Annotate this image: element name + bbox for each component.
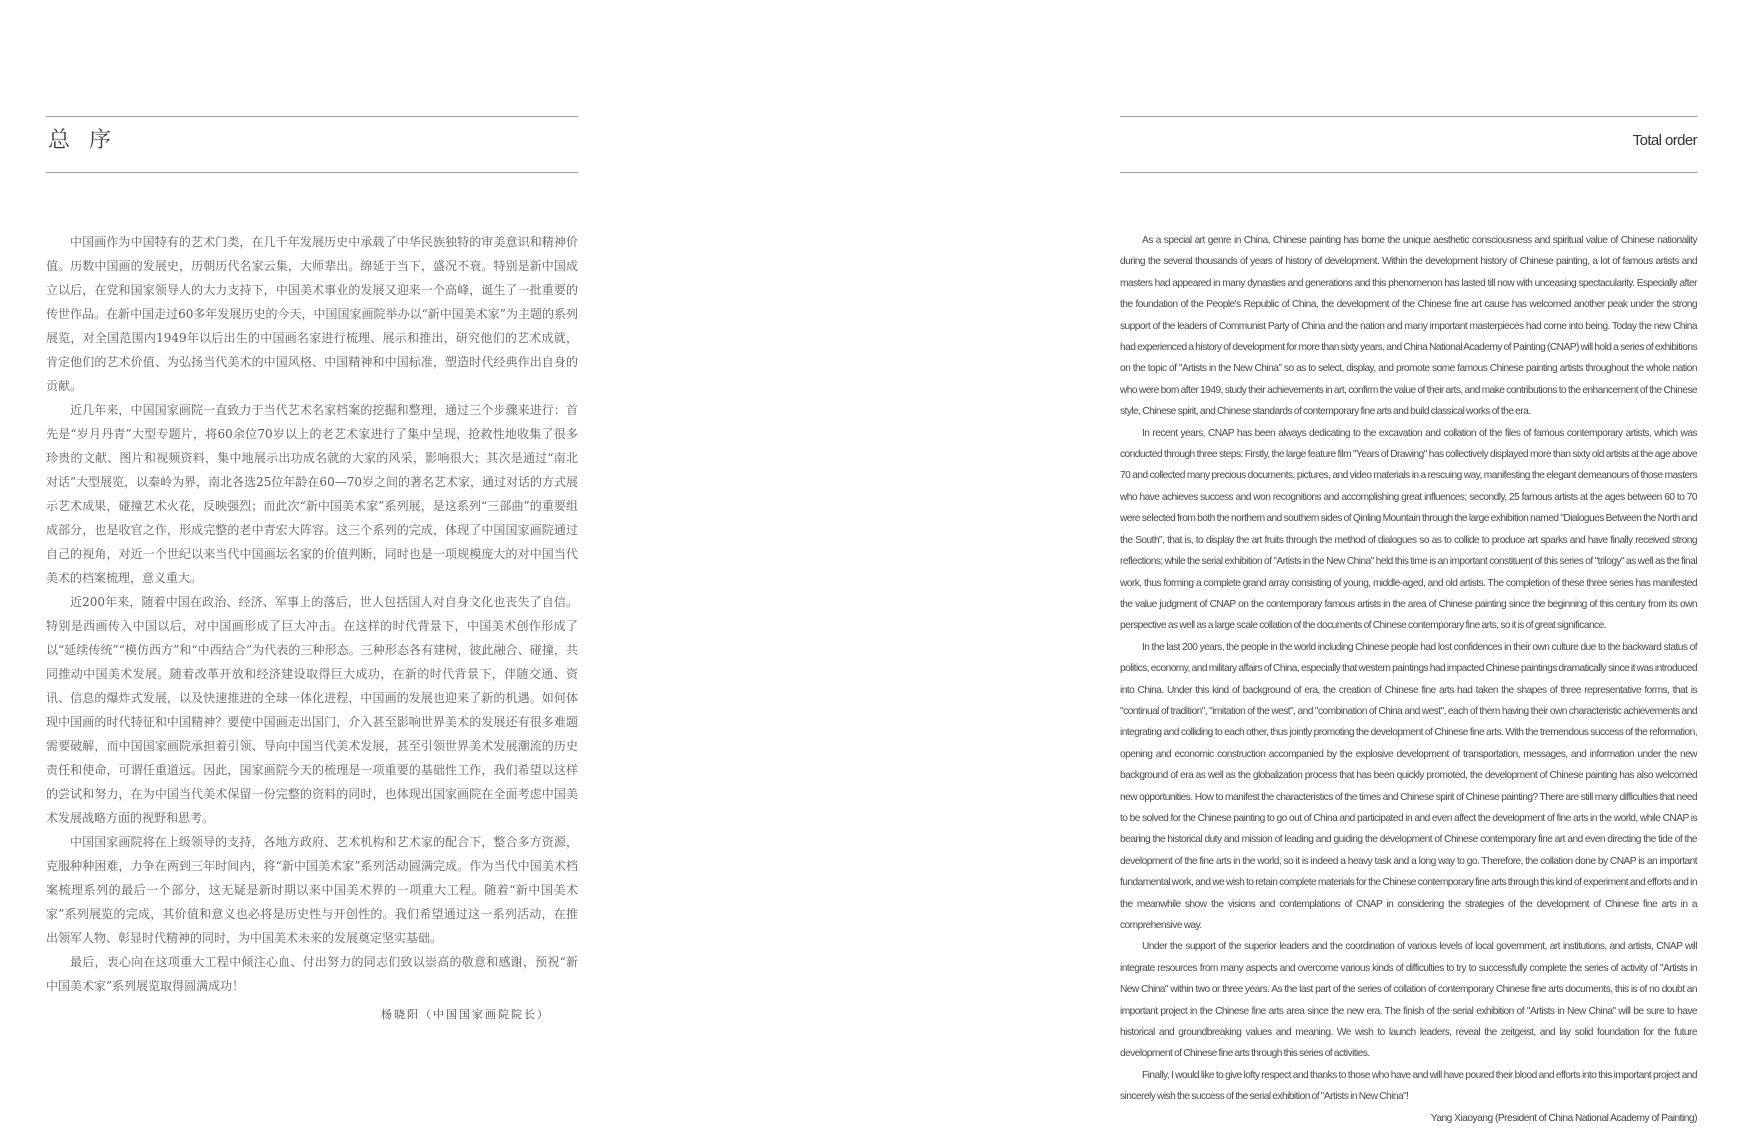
bottom-rule — [1120, 172, 1697, 173]
left-page — [46, 0, 578, 1134]
top-rule — [1120, 116, 1697, 117]
paragraph: 最后，衷心向在这项重大工程中倾注心血、付出努力的同志们致以崇高的敬意和感谢，预祝“新中国美术家”系列展览取得圆满成功！ — [46, 955, 578, 993]
paragraph: 中国画作为中国特有的艺术门类，在几千年发展历史中承载了中华民族独特的审美意识和精神价值。历数中国画的发展史，历朝历代名家云集，大师辈出。绵延于当下，盛况不衰。特别是新中国成立以后，在党和国家领导人的大力支持下，中国美术事业的发展又迎来一个高峰，诞生了一批重要的传世作品。在新中国走过60多年发展历史的今天，中国国家画院举办以“新中国美术家”为主题的系列展览，对全国范围内1949年以后出生的中国画名家进行梳理、展示和推出，研究他们的艺术成就，肯定他们的艺术价值、为弘扬当代美术的中国风格、中国精神和中国标准，塑造时代经典作出自身的贡献。 — [46, 235, 578, 393]
page-title: Total order — [1632, 132, 1697, 149]
chinese-body — [46, 230, 578, 1022]
paragraph: In the last 200 years, the people in the world including Chinese people had lost confidences in their own culture due to the backward status of politics, economy, and military affairs of China, especially that western paintings had impacted Chinese paintings dramatically since it was introduced into China. Under this kind of background of era, the creation of Chinese fine arts had taken the shapes of three representative forms, that is "continual of tradition", "imitation of the west", and "combination of China and west", each of them having their own characteristic achievements and integrating and colliding to each other, thus jointly promoting the development of Chinese fine arts. With the tremendous success of the reformation, opening and economic construction accompanied by the explosive development of transportation, messages, and information under the new background of era as well as the globalization process that has been quickly promoted, the development of Chinese painting has also welcomed new opportunities. How to manifest the characteristics of the times and Chinese spirit of Chinese painting? There are still many difficulties that need to be solved for the Chinese painting to go out of China and participated in and even affect the development of fine arts in the world, while CNAP is bearing the historical duty and mission of leading and guiding the development of Chinese contemporary fine art and even directing the tide of the development of the fine arts in the world, so it is indeed a heavy task and a long way to go. Therefore, the collation done by CNAP is an important fundamental work, and we wish to retain complete materials for the Chinese contemporary fine arts through this kind of experiment and efforts and in the meanwhile show the visions and contemplations of CNAP in considering the strategies of the development of Chinese fine arts in a comprehensive way. — [1120, 641, 1697, 931]
paragraph: 近200年来，随着中国在政治、经济、军事上的落后，世人包括国人对自身文化也丧失了自信。特别是西画传入中国以后，对中国画形成了巨大冲击。在这样的时代背景下，中国美术创作形成了以“延续传统”“模仿西方”和“中西结合”为代表的三种形态。三种形态各有建树，彼此融合、碰撞，共同推动中国美术发展。随着改革开放和经济建设取得巨大成功，在新的时代背景下，伴随交通、资讯、信息的爆炸式发展，以及快速推进的全球一体化进程，中国画的发展也迎来了新的机遇。如何体现中国画的时代特征和中国精神？要使中国画走出国门，介入甚至影响世界美术的发展还有很多难题需要破解，而中国国家画院承担着引领、导向中国当代美术发展，甚至引领世界美术发展潮流的历史责任和使命，可谓任重道远。因此，国家画院今天的梳理是一项重要的基础性工作，我们希望以这样的尝试和努力，在为中国当代美术保留一份完整的资料的同时，也体现出国家画院在全面考虑中国美术发展战略方面的视野和思考。 — [46, 595, 578, 825]
paragraph: 中国国家画院将在上级领导的支持，各地方政府、艺术机构和艺术家的配合下，整合多方资源，克服种种困难，力争在两到三年时间内，将“新中国美术家”系列活动圆满完成。作为当代中国美术档案梳理系列的最后一个部分，这无疑是新时期以来中国美术界的一项重大工程。随着“新中国美术家”系列展览的完成，其价值和意义也必将是历史性与开创性的。我们希望通过这一系列活动，在推出领军人物、彰显时代精神的同时，为中国美术未来的发展奠定坚实基础。 — [46, 835, 578, 945]
right-page — [1120, 0, 1697, 1134]
paragraph: In recent years, CNAP has been always dedicating to the excavation and collation of the files of famous contemporary artists, which was conducted through three steps: Firstly, the large feature film "Years of Drawing" has collectively displayed more than sixty old artists at the age above 70 and collected many precious documents, pictures, and video materials in a rescuing way, manifesting the elegant demeanours of those masters who have achieves success and won recognitions and accomplishing great influences; secondly, 25 famous artists at the ages between 60 to 70 were selected from both the northern and southern sides of Qinling Mountain through the large exhibition named "Dialogues Between the North and the South", that is, to display the art fruits through the method of dialogues so as to collide to produce art sparks and have finally received strong reflections; while the serial exhibition of "Artists in the New China" held this time is an important constituent of this series of "trilogy" as well as the final work, thus forming a complete grand array consisting of young, middle-aged, and old artists. The completion of these three series has manifested the value judgment of CNAP on the contemporary famous artists in the area of Chinese painting since the beginning of this century from its own perspective as well as a large scale collation of the documents of Chinese contemporary fine arts, so it is of great significance. — [1120, 427, 1697, 632]
signature: 杨晓阳（中国国家画院院长） — [381, 1008, 550, 1021]
bottom-rule — [46, 172, 578, 173]
top-rule — [46, 116, 578, 117]
paragraph: 近几年来，中国国家画院一直致力于当代艺术名家档案的挖掘和整理，通过三个步骤来进行：首先是“岁月丹青”大型专题片，将60余位70岁以上的老艺术家进行了集中呈现，抢救性地收集了很多珍贵的文献、图片和视频资料，集中地展示出功成名就的大家的风采，影响很大；其次是通过“南北对话”大型展览，以秦岭为界，南北各选25位年龄在60—70岁之间的著名艺术家，通过对话的方式展示艺术成果，碰撞艺术火花，反映强烈；而此次“新中国美术家”系列展，是这系列“三部曲”的重要组成部分，也是收官之作，形成完整的老中青宏大阵容。这三个系列的完成，体现了中国国家画院通过自己的视角，对近一个世纪以来当代中国画坛名家的价值判断，同时也是一项规模庞大的对中国当代美术的档案梳理，意义重大。 — [46, 403, 578, 585]
paragraph: Finally, I would like to give lofty respect and thanks to those who have and will have poured their blood and efforts into this important project and sincerely wish the success of the serial exhibition of "Artists in New China"! — [1120, 1069, 1697, 1103]
page-title: 总 序 — [48, 128, 117, 153]
english-body — [1120, 230, 1697, 1129]
signature: Yang Xiaoyang (President of China National Academy of Painting) — [1430, 1112, 1697, 1124]
paragraph: Under the support of the superior leaders and the coordination of various levels of local government, art institutions, and artists, CNAP will integrate resources from many aspects and overcome various kinds of difficulties to try to successfully complete the series of activity of "Artists in New China" within two or three years. As the last part of the series of collation of contemporary Chinese fine arts documents, this is of no doubt an important project in the Chinese fine arts area since the new era. The finish of the serial exhibition of "Artists in New China" will be sure to have historical and groundbreaking values and meaning. We wish to launch leaders, reveal the zeitgeist, and lay solid foundation for the future development of Chinese fine arts through this series of activities. — [1120, 941, 1697, 1060]
paragraph: As a special art genre in China, Chinese painting has borne the unique aesthetic consciousness and spiritual value of Chinese nationality during the several thousands of years of history of development. Within the development history of Chinese painting, a lot of famous artists and masters had appeared in many dynasties and generations and this phenomenon has lasted till now with unceasing spectacularity. Especially after the foundation of the People's Republic of China, the development of the Chinese fine art cause has welcomed another peak under the strong support of the leaders of Communist Party of China and the nation and many important masterpieces had come into being. Today the new China had experienced a history of development for more than sixty years, and China National Academy of Painting (CNAP) will hold a series of exhibitions on the topic of "Artists in the New China" so as to select, display, and promote some famous Chinese painting artists throughout the whole nation who were born after 1949, study their achievements in art, confirm the value of their arts, and make contributions to the enhancement of the Chinese style, Chinese spirit, and Chinese standards of contemporary fine arts and build classical works of the era. — [1120, 235, 1697, 418]
